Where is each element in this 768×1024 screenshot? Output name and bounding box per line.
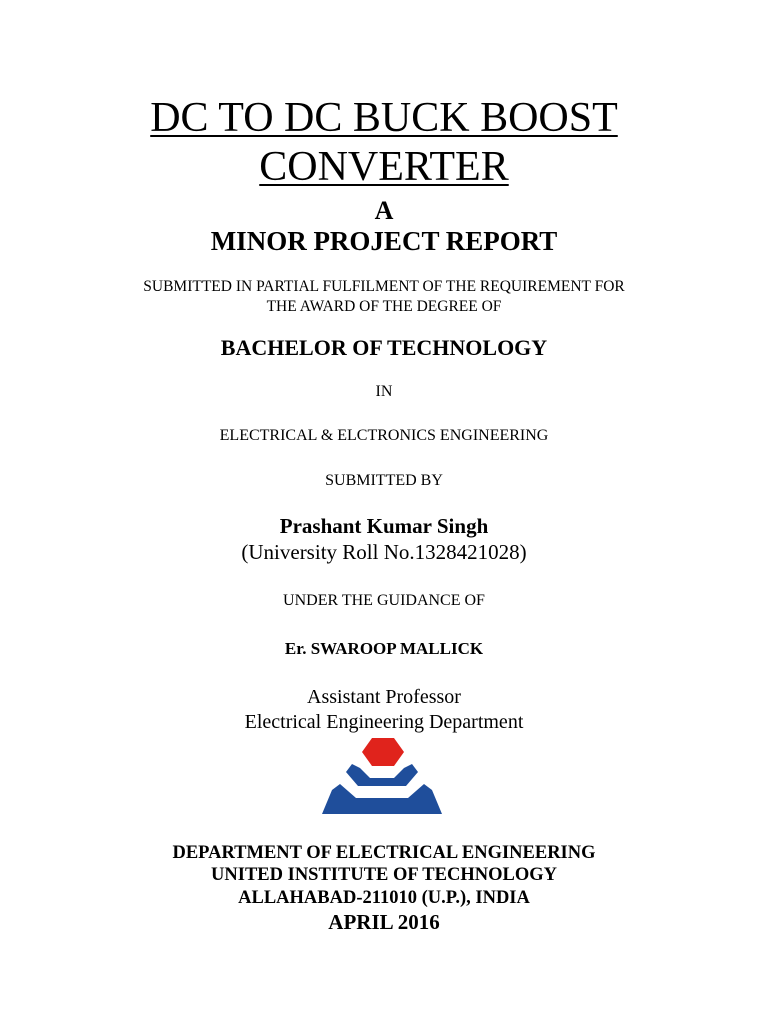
footer-address: ALLAHABAD-211010 (U.P.), INDIA: [238, 888, 530, 908]
logo-outer-chevron: [322, 784, 442, 814]
institute-logo-icon: [322, 738, 442, 818]
footer-institute: UNITED INSTITUTE OF TECHNOLOGY: [211, 865, 557, 885]
logo-hexagon: [362, 738, 404, 766]
guide-designation: Assistant Professor: [307, 686, 461, 708]
degree-heading: BACHELOR OF TECHNOLOGY: [220, 335, 548, 360]
student-name: Prashant Kumar Singh: [279, 514, 489, 538]
guide-department: Electrical Engineering Department: [244, 711, 524, 733]
report-title-line-2: [0, 146, 768, 188]
subtitle-article: A: [374, 196, 394, 225]
footer-date: APRIL 2016: [328, 910, 440, 934]
footer-department: DEPARTMENT OF ELECTRICAL ENGINEERING: [172, 843, 596, 863]
guide-name: Er. SWAROOP MALLICK: [284, 639, 484, 658]
in-label: IN: [375, 383, 393, 400]
report-title-text-2: CONVERTER: [259, 144, 509, 190]
logo-inner-chevron: [346, 764, 418, 786]
submitted-by-label: SUBMITTED BY: [325, 472, 443, 489]
branch-name: ELECTRICAL & ELCTRONICS ENGINEERING: [219, 427, 549, 444]
report-title-line-1: [0, 97, 768, 139]
report-type-heading: MINOR PROJECT REPORT: [210, 226, 558, 256]
submission-note-line-2: THE AWARD OF THE DEGREE OF: [266, 298, 502, 315]
guidance-label: UNDER THE GUIDANCE OF: [283, 592, 485, 609]
report-title-text-1: DC TO DC BUCK BOOST: [150, 95, 618, 141]
student-roll-number: (University Roll No.1328421028): [241, 540, 527, 564]
submission-note-line-1: SUBMITTED IN PARTIAL FULFILMENT OF THE REQUIREMENT FOR: [143, 278, 625, 295]
